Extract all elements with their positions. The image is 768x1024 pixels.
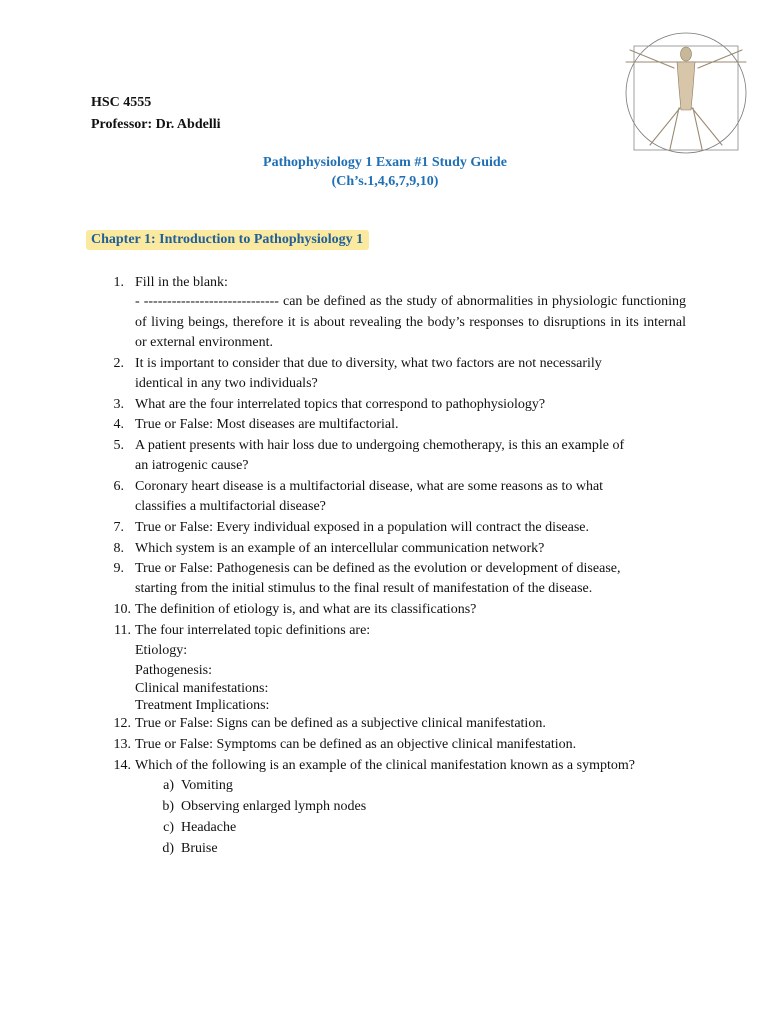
question-text: identical in any two individuals?: [135, 376, 318, 391]
definition-item: Etiology:: [135, 643, 188, 658]
question-text: Which system is an example of an intercellular communication network?: [135, 541, 545, 556]
question-number: 6.: [113, 479, 124, 494]
question-text: A patient presents with hair loss due to undergoing chemotherapy, is this an example of: [135, 438, 625, 453]
question-text: Fill in the blank:: [135, 275, 228, 290]
course-info: [91, 92, 221, 136]
option-letter: b): [162, 799, 174, 814]
definition-item: Pathogenesis:: [135, 663, 212, 678]
document-title: [0, 153, 768, 191]
question-number: 4.: [113, 417, 124, 432]
option-text: Bruise: [181, 841, 218, 856]
question-text: True or False: Most diseases are multifactorial.: [135, 417, 399, 432]
question-number: 1.: [113, 275, 124, 290]
vitruvian-man-icon: [618, 28, 748, 158]
option-text: Observing enlarged lymph nodes: [181, 799, 367, 814]
question-1-blank-text: - ----------------------------- can be defined as the study of abnormalities in physiologic functioning of living beings, therefore it is about revealing the body’s responses to disruptions in its internal or external environment.: [135, 294, 686, 350]
option-text: Headache: [181, 820, 237, 835]
question-number: 7.: [113, 520, 124, 535]
option-letter: a): [163, 778, 174, 793]
definition-item: Treatment Implications:: [135, 698, 270, 713]
question-number: 14.: [113, 758, 131, 773]
question-text: It is important to consider that due to diversity, what two factors are not necessarily: [135, 356, 602, 371]
question-text: starting from the initial stimulus to the final result of manifestation of the disease.: [135, 581, 593, 596]
question-number: 9.: [113, 561, 124, 576]
definition-item: Clinical manifestations:: [135, 681, 269, 696]
question-number: 11.: [114, 623, 131, 638]
question-number: 12.: [113, 716, 131, 731]
question-text: True or False: Every individual exposed in a population will contract the disease.: [135, 520, 589, 535]
question-text: True or False: Pathogenesis can be defined as the evolution or development of disease,: [135, 561, 621, 576]
question-text: What are the four interrelated topics that correspond to pathophysiology?: [135, 397, 546, 412]
question-number: 2.: [113, 356, 124, 371]
professor-name: Professor: Dr. Abdelli: [91, 117, 221, 132]
question-number: 13.: [113, 737, 131, 752]
question-text: classifies a multifactorial disease?: [135, 499, 326, 514]
chapter-heading: Chapter 1: Introduction to Pathophysiology 1: [86, 230, 369, 250]
question-text: Coronary heart disease is a multifactorial disease, what are some reasons as to what: [135, 479, 604, 494]
course-code: HSC 4555: [91, 95, 152, 110]
question-text: an iatrogenic cause?: [135, 458, 249, 473]
question-text: The four interrelated topic definitions are:: [135, 623, 371, 638]
chapters-line: (Ch’s.1,4,6,7,9,10): [331, 174, 439, 189]
question-text: True or False: Signs can be defined as a subjective clinical manifestation.: [135, 716, 546, 731]
title-line: Pathophysiology 1 Exam #1 Study Guide: [263, 155, 507, 170]
option-letter: d): [162, 841, 174, 856]
question-number: 10.: [113, 602, 131, 617]
question-number: 3.: [113, 397, 124, 412]
question-text: The definition of etiology is, and what are its classifications?: [135, 602, 477, 617]
question-text: Which of the following is an example of the clinical manifestation known as a symptom?: [135, 758, 635, 773]
question-text: True or False: Symptoms can be defined as an objective clinical manifestation.: [135, 737, 577, 752]
option-letter: c): [163, 820, 174, 835]
question-number: 5.: [113, 438, 124, 453]
question-number: 8.: [113, 541, 124, 556]
option-text: Vomiting: [181, 778, 233, 793]
